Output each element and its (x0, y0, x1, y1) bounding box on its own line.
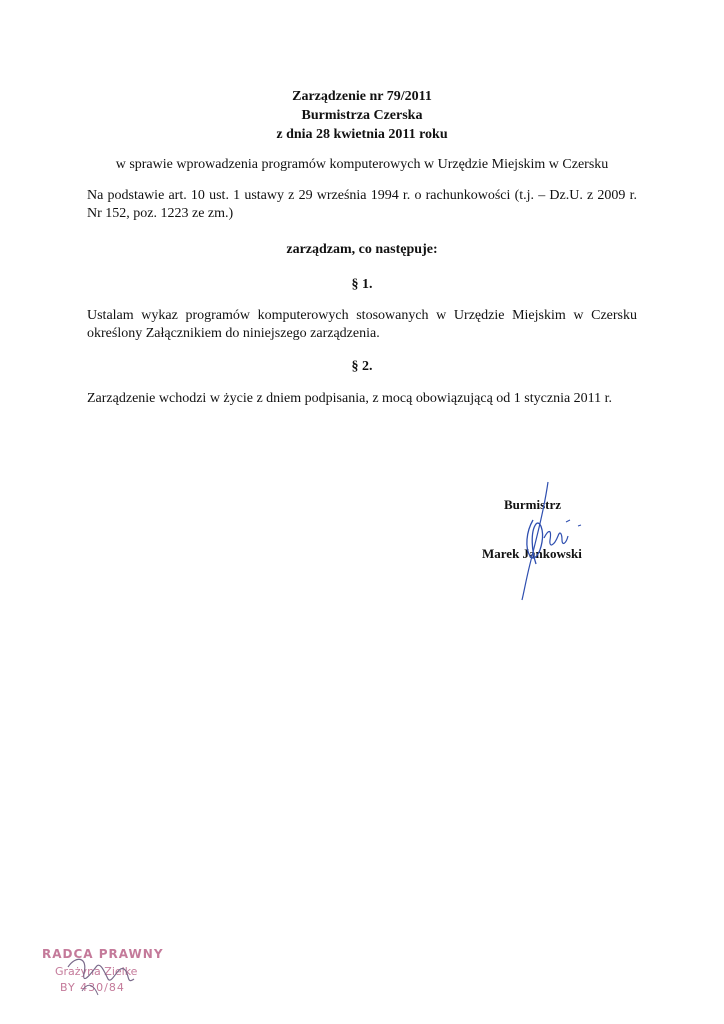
signatory-name: Marek Jankowski (482, 546, 582, 561)
decree-phrase: zarządzam, co następuje: (286, 242, 438, 257)
decree-date: z dnia 28 kwietnia 2011 roku (276, 127, 448, 142)
handwritten-signature (470, 480, 640, 610)
stamp-name: Grażyna Zielke (55, 965, 138, 978)
legal-advisor-stamp (38, 945, 178, 1005)
stamp-initials-signature (38, 945, 178, 1005)
section-1-mark: § 1. (351, 277, 373, 292)
section-2-mark: § 2. (351, 359, 373, 374)
stamp-title: RADCA PRAWNY (42, 947, 164, 961)
decree-heading (0, 87, 724, 144)
legal-basis-paragraph: Na podstawie art. 10 ust. 1 ustawy z 29 września 1994 r. o rachunkowości (t.j. – Dz.U. z 2009 r. Nr 152, poz. 1223 ze zm.) (87, 188, 637, 221)
section-1-text: Ustalam wykaz programów komputerowych stosowanych w Urzędzie Miejskim w Czersku określony Załącznikiem do niniejszego zarządzenia. (87, 308, 637, 341)
decree-number: Zarządzenie nr 79/2011 (292, 89, 432, 104)
decree-subject: w sprawie wprowadzenia programów komputerowych w Urzędzie Miejskim w Czersku (115, 157, 609, 172)
stamp-number: BY 430/84 (60, 981, 125, 994)
signature-block (470, 480, 640, 610)
decree-issuer: Burmistrza Czerska (301, 108, 423, 123)
section-2-text: Zarządzenie wchodzi w życie z dniem podpisania, z mocą obowiązującą od 1 stycznia 2011 r. (87, 391, 613, 406)
signatory-title: Burmistrz (504, 497, 562, 512)
